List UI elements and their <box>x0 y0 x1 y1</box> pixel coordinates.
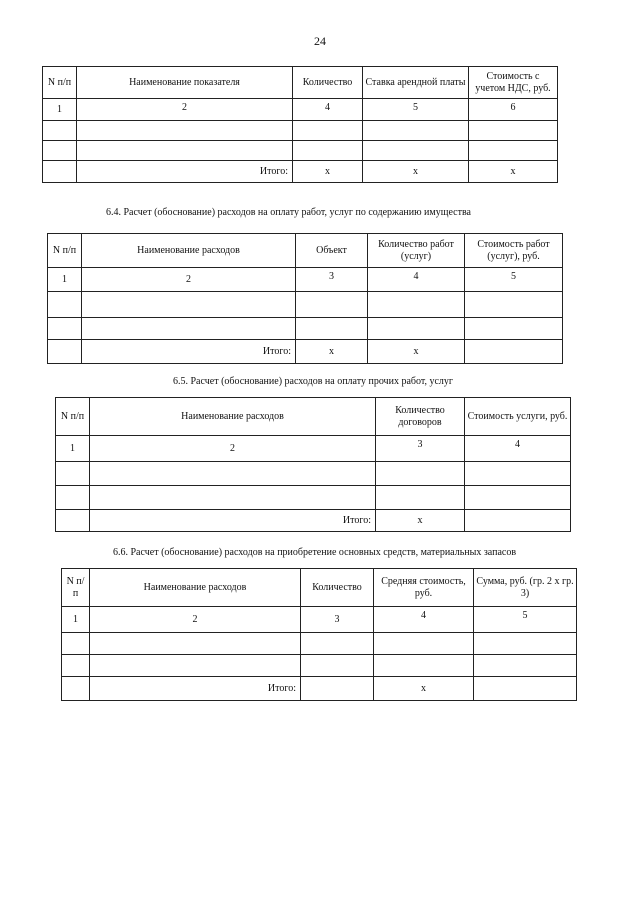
table-row <box>43 141 558 161</box>
rent-table <box>42 66 558 183</box>
header-cell: Количество работ (услуг) <box>368 234 465 268</box>
column-number: 3 <box>296 268 368 292</box>
table-row <box>48 318 563 340</box>
total-label: Итого: <box>90 677 301 701</box>
column-number: 3 <box>301 607 374 633</box>
header-cell: N п/п <box>43 67 77 99</box>
other-services-table <box>55 397 571 532</box>
total-label: Итого: <box>82 340 296 364</box>
header-cell: Наименование расходов <box>90 398 376 436</box>
header-cell: Количество <box>301 569 374 607</box>
column-number: 4 <box>368 268 465 292</box>
column-number: 2 <box>82 268 296 292</box>
table-row <box>48 292 563 318</box>
column-number: 4 <box>374 607 474 633</box>
column-number: 2 <box>77 99 293 121</box>
header-cell: Сумма, руб. (гр. 2 x гр. 3) <box>474 569 577 607</box>
header-cell: Стоимость с учетом НДС, руб. <box>469 67 558 99</box>
column-number: 2 <box>90 607 301 633</box>
column-number: 6 <box>469 99 558 121</box>
column-number: 3 <box>376 436 465 462</box>
header-cell: Количество <box>293 67 363 99</box>
total-label: Итого: <box>77 161 293 183</box>
column-number: 2 <box>90 436 376 462</box>
header-cell: Стоимость работ (услуг), руб. <box>465 234 563 268</box>
column-number: 5 <box>474 607 577 633</box>
table-row <box>62 633 577 655</box>
total-label: Итого: <box>90 510 376 532</box>
total-cell: x <box>293 161 363 183</box>
table-row <box>43 121 558 141</box>
column-number: 5 <box>363 99 469 121</box>
section-caption: 6.4. Расчет (обоснование) расходов на оплату работ, услуг по содержанию имущества <box>106 207 471 218</box>
column-number: 1 <box>62 607 90 633</box>
column-number: 4 <box>465 436 571 462</box>
header-cell: N п/п <box>56 398 90 436</box>
header-cell: Количество договоров <box>376 398 465 436</box>
column-number: 4 <box>293 99 363 121</box>
total-cell: x <box>296 340 368 364</box>
column-number: 1 <box>43 99 77 121</box>
header-cell: Наименование показателя <box>77 67 293 99</box>
header-cell: N п/п <box>62 569 90 607</box>
page-number: 24 <box>314 34 326 48</box>
maintenance-table <box>47 233 563 364</box>
section-caption: 6.5. Расчет (обоснование) расходов на оплату прочих работ, услуг <box>173 376 453 387</box>
header-cell: Объект <box>296 234 368 268</box>
column-number: 5 <box>465 268 563 292</box>
column-number: 1 <box>56 436 90 462</box>
section-caption: 6.6. Расчет (обоснование) расходов на приобретение основных средств, материальных запасов <box>113 547 517 558</box>
header-cell: Ставка арендной платы <box>363 67 469 99</box>
total-cell: x <box>368 340 465 364</box>
total-cell: x <box>363 161 469 183</box>
table-row <box>56 486 571 510</box>
header-cell: Наименование расходов <box>90 569 301 607</box>
header-cell: Стоимость услуги, руб. <box>465 398 571 436</box>
total-cell: x <box>374 677 474 701</box>
table-row <box>56 462 571 486</box>
table-row <box>62 655 577 677</box>
header-cell: N п/п <box>48 234 82 268</box>
total-cell: x <box>376 510 465 532</box>
total-cell: x <box>469 161 558 183</box>
header-cell: Наименование расходов <box>82 234 296 268</box>
header-cell: Средняя стоимость, руб. <box>374 569 474 607</box>
column-number: 1 <box>48 268 82 292</box>
fixed-assets-table <box>61 568 577 701</box>
